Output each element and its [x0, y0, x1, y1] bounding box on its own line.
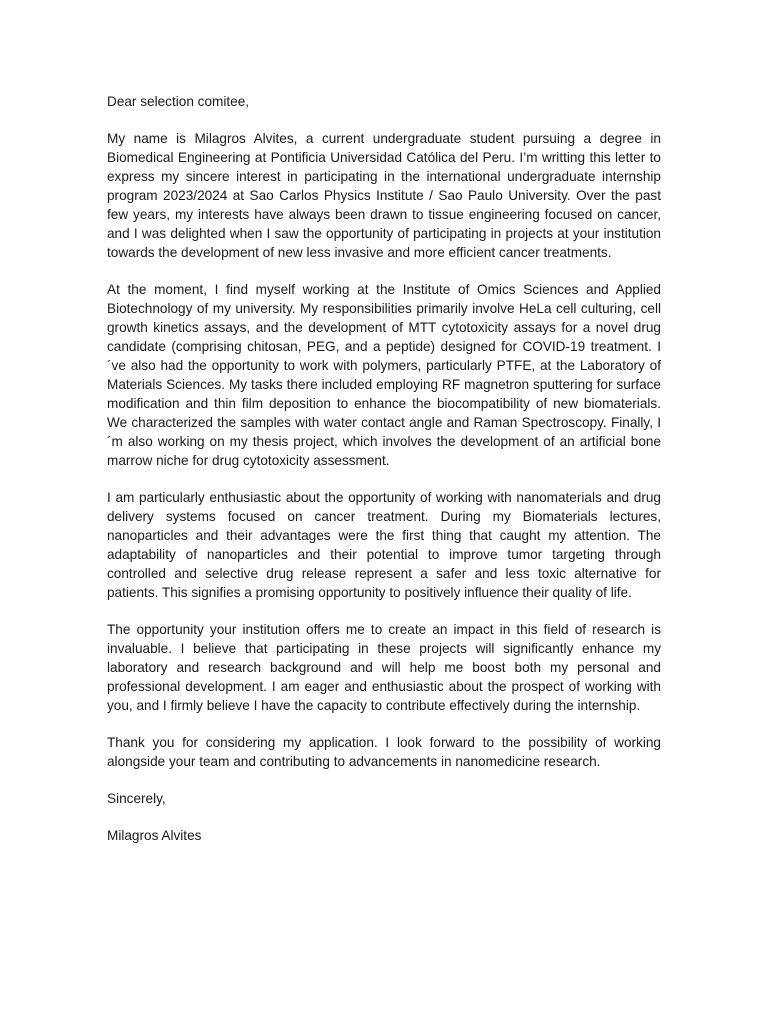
paragraph-motivation: The opportunity your institution offers me to create an impact in this field of research is invaluable. I believe that participating in these projects will significantly enhance my laboratory and research background and will help me boost both my personal and professional development. I am eager and enthusiastic about the prospect of working with you, and I firmly believe I have the capacity to contribute effectively during the internship.: [107, 622, 661, 713]
salutation: Dear selection comitee,: [107, 94, 250, 109]
closing: Sincerely,: [107, 791, 166, 806]
letter-page: [107, 92, 661, 845]
paragraph-interests: I am particularly enthusiastic about the opportunity of working with nanomaterials and drug delivery systems focused on cancer treatment. During my Biomaterials lectures, nanoparticles and their advantages were the first thing that caught my attention. The adaptability of nanoparticles and their potential to improve tumor targeting through controlled and selective drug release represent a safer and less toxic alternative for patients. This signifies a promising opportunity to positively influence their quality of life.: [107, 490, 661, 600]
paragraph-thanks: Thank you for considering my application. I look forward to the possibility of working alongside your team and contributing to advancements in nanomedicine research.: [107, 735, 661, 769]
paragraph-experience: At the moment, I find myself working at the Institute of Omics Sciences and Applied Biotechnology of my university. My responsibilities primarily involve HeLa cell culturing, cell growth kinetics assays, and the development of MTT cytotoxicity assays for a novel drug candidate (comprising chitosan, PEG, and a peptide) designed for COVID-19 treatment. I´ve also had the opportunity to work with polymers, particularly PTFE, at the Laboratory of Materials Sciences. My tasks there included employing RF magnetron sputtering for surface modification and thin film deposition to enhance the biocompatibility of new biomaterials. We characterized the samples with water contact angle and Raman Spectroscopy. Finally, I´m also working on my thesis project, which involves the development of an artificial bone marrow niche for drug cytotoxicity assessment.: [107, 282, 661, 468]
paragraph-introduction: My name is Milagros Alvites, a current undergraduate student pursuing a degree in Biomedical Engineering at Pontificia Universidad Católica del Peru. I’m writting this letter to express my sincere interest in participating in the international undergraduate internship program 2023/2024 at Sao Carlos Physics Institute / Sao Paulo University. Over the past few years, my interests have always been drawn to tissue engineering focused on cancer, and I was delighted when I saw the opportunity of participating in projects at your institution towards the development of new less invasive and more efficient cancer treatments.: [107, 131, 661, 260]
signature-name: Milagros Alvites: [107, 828, 202, 843]
